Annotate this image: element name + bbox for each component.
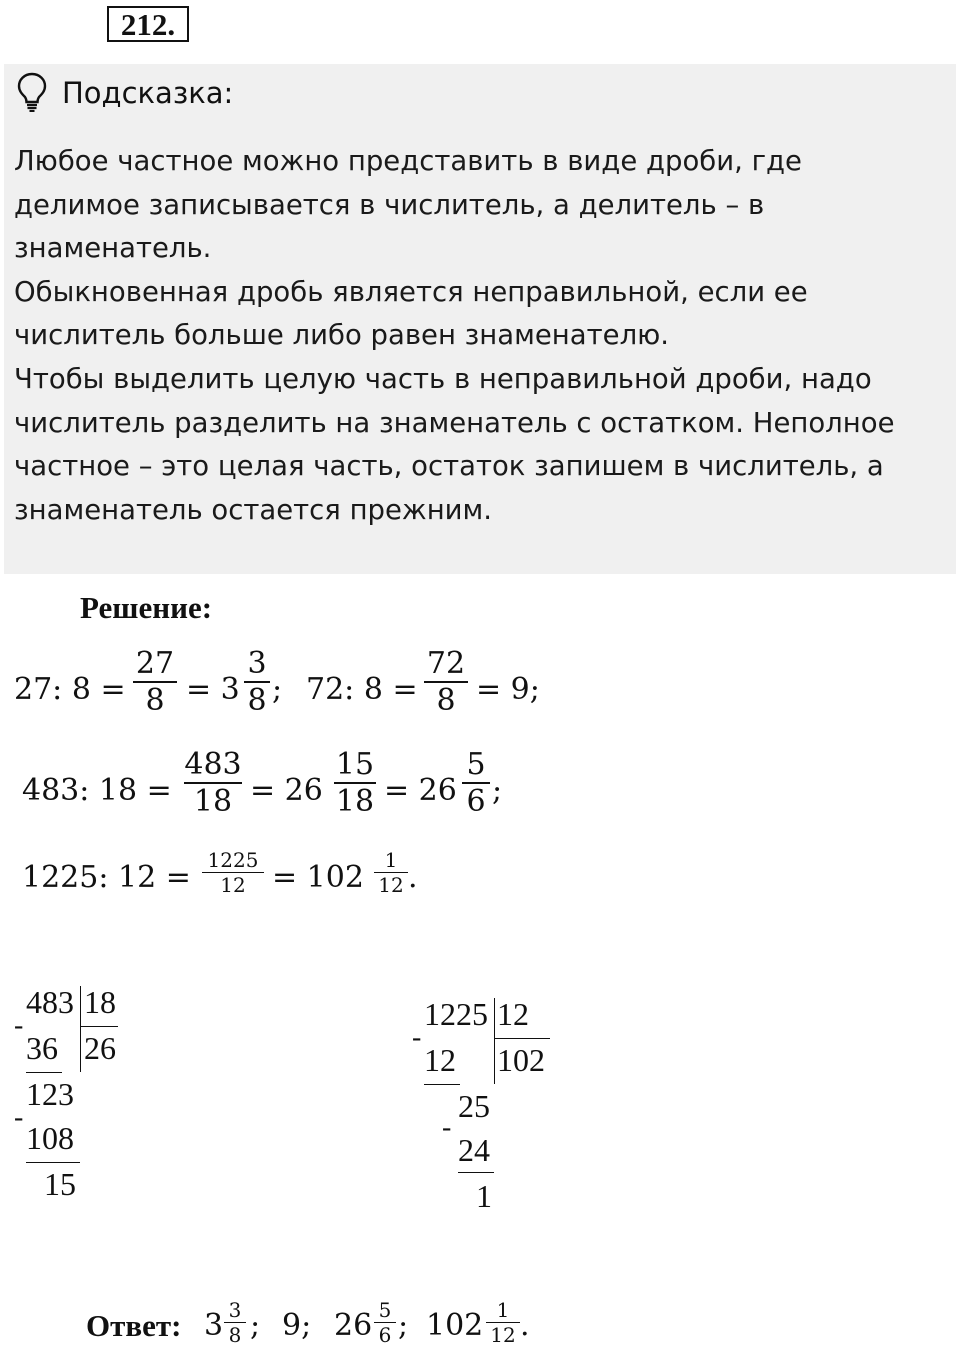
numerator: 3 [247,646,267,681]
answer-4-fraction [486,1298,520,1347]
solution-title: Решение: [80,590,213,625]
numerator: 1225 [207,848,259,872]
answer-1-whole: 3 [204,1308,224,1343]
eq2-equals-2: = 26 [384,773,457,808]
answer-4-whole: 102 [426,1308,484,1343]
numerator: 15 [335,747,375,782]
eq3-equals: = 102 [272,860,364,895]
answer-period: . [520,1308,530,1343]
division1-quotient: 26 [84,1030,116,1066]
hint-line: числитель больше либо равен знаменателю. [14,319,670,352]
hint-line: Обыкновенная дробь является неправильной, если ее [14,275,808,308]
numerator: 3 [228,1298,242,1322]
denominator: 6 [466,784,486,819]
eq3-lhs: 1225: 12 = [22,860,191,895]
answer-2: 9; [282,1308,312,1343]
numerator: 5 [466,747,486,782]
denominator: 12 [378,873,404,897]
eq3-fraction [202,848,264,897]
division1-subtrahend-2: 108 [26,1120,74,1156]
eq2-fraction [184,747,242,819]
denominator: 8 [228,1323,242,1347]
lightbulb-icon [16,72,48,112]
hint-text [14,140,939,532]
division1-remainder-1: 123 [26,1076,74,1112]
eq2-separator: ; [492,773,503,808]
answer-1-separator: ; [250,1308,261,1343]
division2-subtrahend-2: 24 [458,1132,490,1168]
eq1-mixed-fraction [244,646,270,718]
division1-remainder: 15 [44,1166,76,1202]
hint-line: частное – это целая часть, остаток запишем в числитель, а [14,450,884,483]
answer-3-whole: 26 [334,1308,373,1343]
eq1-result: = 9; [476,672,540,707]
division2-dividend: 1225 [424,996,488,1032]
division1-minus-1: - [14,1010,24,1041]
problem-number: 212. [107,6,189,42]
eq2-mixed-fraction-2 [462,747,490,819]
division1-minus-2: - [14,1102,24,1133]
answer-label: Ответ: [86,1308,182,1343]
denominator: 12 [490,1323,516,1347]
eq2-equals: = 26 [250,773,323,808]
eq1-fraction [133,646,177,718]
hint-line: делимое записывается в числитель, а делитель – в [14,188,765,221]
hint-title: Подсказка: [62,76,234,110]
division2-remainder-1: 25 [458,1088,490,1124]
numerator: 483 [184,747,242,782]
eq1-lhs-2: 72: 8 = [306,672,418,707]
eq1-lhs: 27: 8 = [14,672,126,707]
division1-dividend: 483 [26,984,74,1020]
denominator: 8 [247,683,267,718]
denominator: 12 [220,873,246,897]
eq1-fraction-2 [424,646,468,718]
hint-line: знаменатель. [14,232,212,265]
numerator: 72 [426,646,466,681]
division2-divisor: 12 [497,996,529,1032]
answer-3-separator: ; [398,1308,409,1343]
denominator: 8 [436,683,456,718]
division1-subtrahend-1: 36 [26,1030,58,1066]
eq1-separator: ; [272,672,283,707]
division2-minus-1: - [412,1022,422,1053]
eq2-mixed-fraction [334,747,376,819]
hint-line: числитель разделить на знаменатель с остатком. Неполное [14,406,895,439]
division1-divisor: 18 [84,984,116,1020]
eq3-period: . [408,860,418,895]
eq2-lhs: 483: 18 = [22,773,172,808]
answer-1-fraction [224,1298,246,1347]
numerator: 1 [384,848,398,872]
division2-minus-2: - [442,1112,452,1143]
division2-quotient: 102 [497,1042,545,1078]
denominator: 8 [145,683,165,718]
division2-remainder: 1 [476,1178,492,1214]
hint-line: Любое частное можно представить в виде дроби, где [14,145,802,177]
numerator: 5 [378,1298,392,1322]
eq3-mixed-fraction [374,848,408,897]
denominator: 18 [335,784,375,819]
numerator: 27 [135,646,175,681]
denominator: 6 [378,1323,392,1347]
denominator: 18 [193,784,233,819]
division2-subtrahend-1: 12 [424,1042,456,1078]
hint-line: Чтобы выделить целую часть в неправильной дроби, надо [14,362,872,395]
eq1-equals: = 3 [186,672,240,707]
hint-line: знаменатель остается прежним. [14,493,493,526]
answer-3-fraction [374,1298,396,1347]
numerator: 1 [496,1298,510,1322]
